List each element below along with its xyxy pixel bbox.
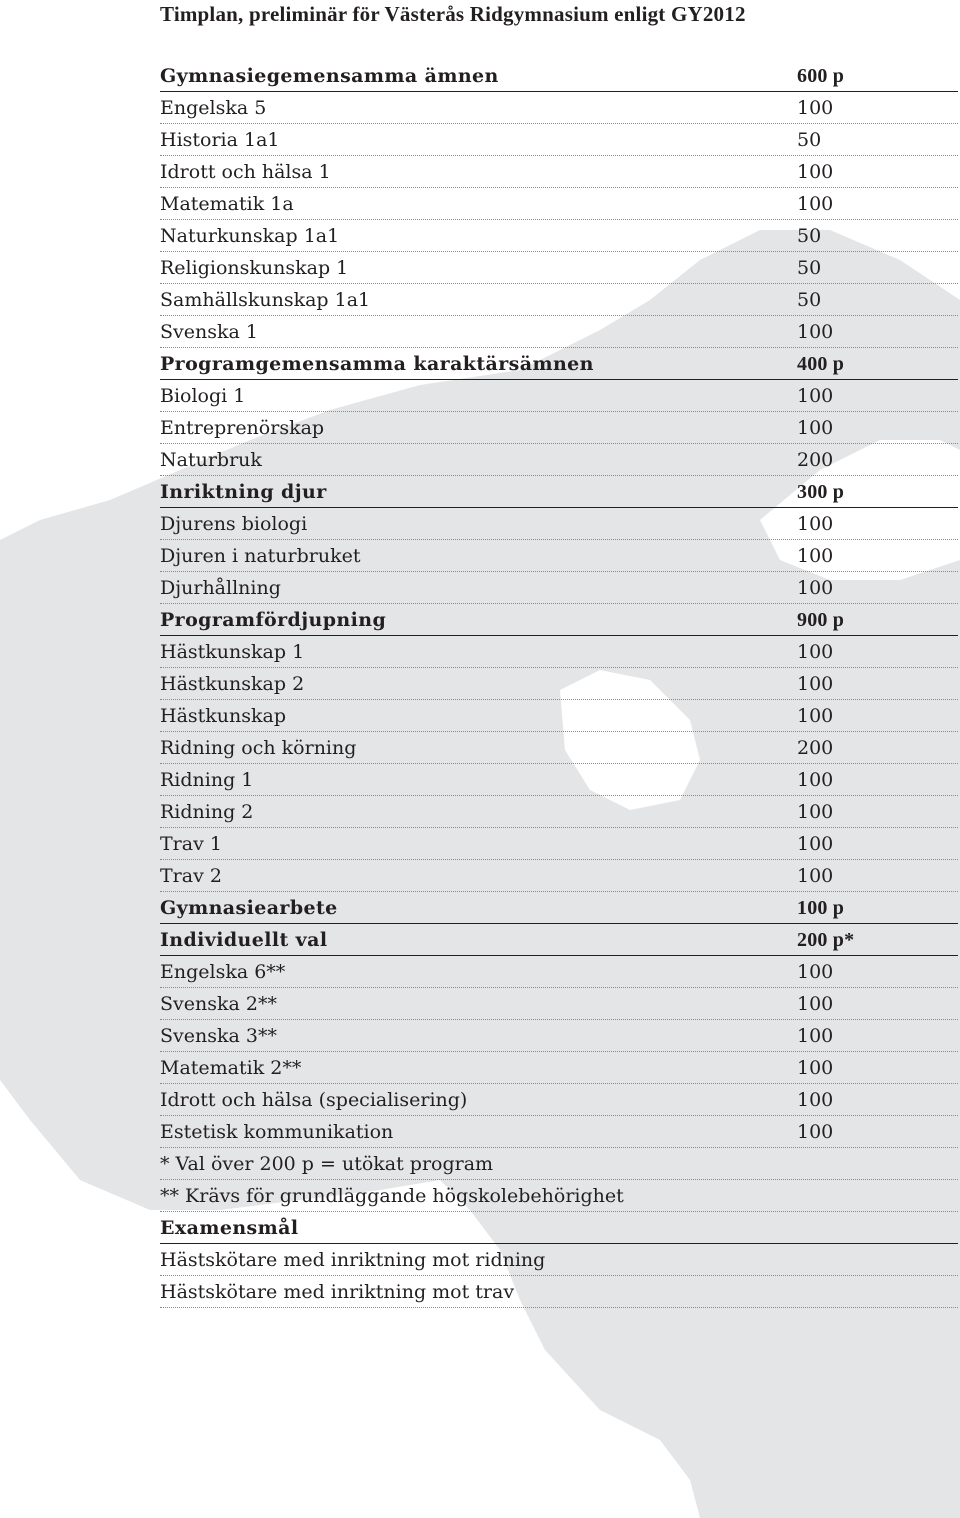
table-row [160, 636, 958, 668]
course-name: Djurens biologi [160, 513, 308, 535]
course-points: 100 [797, 97, 834, 119]
course-points: 100 [797, 1089, 834, 1111]
course-name: Hästkunskap 2 [160, 673, 305, 695]
table-row [160, 1244, 958, 1276]
course-name: Svenska 1 [160, 321, 258, 343]
table-row [160, 1180, 958, 1212]
course-points: 50 [797, 225, 822, 247]
section-header-row [160, 892, 958, 924]
course-name: Idrott och hälsa (specialisering) [160, 1089, 468, 1111]
course-points: 100 [797, 865, 834, 887]
table-row [160, 412, 958, 444]
section-points: 400 p [797, 353, 845, 375]
course-name: Ridning 1 [160, 769, 254, 791]
course-name: Engelska 5 [160, 97, 267, 119]
course-points: 100 [797, 161, 834, 183]
course-table [160, 60, 958, 1308]
table-row [160, 572, 958, 604]
section-title: Gymnasiearbete [160, 897, 338, 919]
course-name: Matematik 2** [160, 1057, 302, 1079]
course-points: 50 [797, 289, 822, 311]
course-points: 200 [797, 737, 834, 759]
section-points: 100 p [797, 897, 845, 919]
course-name: Estetisk kommunikation [160, 1121, 394, 1143]
table-row [160, 1276, 958, 1308]
course-points: 100 [797, 673, 834, 695]
course-points: 100 [797, 705, 834, 727]
course-name: Engelska 6** [160, 961, 286, 983]
course-name: Biologi 1 [160, 385, 246, 407]
course-points: 100 [797, 801, 834, 823]
course-name: Hästkunskap [160, 705, 287, 727]
course-name: Djurhållning [160, 577, 281, 599]
course-points: 100 [797, 641, 834, 663]
course-points: 50 [797, 129, 822, 151]
section-points: 600 p [797, 65, 845, 87]
course-name: Samhällskunskap 1a1 [160, 289, 371, 311]
table-row [160, 668, 958, 700]
table-row [160, 764, 958, 796]
course-points: 100 [797, 193, 834, 215]
table-row [160, 92, 958, 124]
page-title: Timplan, preliminär för Västerås Ridgymnasium enligt GY2012 [160, 2, 746, 26]
section-title: Individuellt val [160, 929, 328, 951]
table-row [160, 1116, 958, 1148]
section-title: Programfördjupning [160, 609, 387, 631]
table-row [160, 284, 958, 316]
table-row [160, 1148, 958, 1180]
section-title: Programgemensamma karaktärsämnen [160, 353, 594, 375]
table-row [160, 508, 958, 540]
course-points: 100 [797, 385, 834, 407]
course-name: Naturbruk [160, 449, 262, 471]
course-name: Naturkunskap 1a1 [160, 225, 340, 247]
table-row [160, 252, 958, 284]
course-points: 100 [797, 321, 834, 343]
course-points: 200 [797, 449, 834, 471]
table-row [160, 220, 958, 252]
course-name: * Val över 200 p = utökat program [160, 1153, 494, 1175]
table-row [160, 316, 958, 348]
table-row [160, 732, 958, 764]
course-name: Historia 1a1 [160, 129, 280, 151]
course-name: Hästkunskap 1 [160, 641, 305, 663]
section-title: Inriktning djur [160, 481, 327, 503]
table-row [160, 700, 958, 732]
section-header-row [160, 476, 958, 508]
course-name: Svenska 3** [160, 1025, 277, 1047]
section-header-row [160, 348, 958, 380]
course-points: 50 [797, 257, 822, 279]
course-points: 100 [797, 1121, 834, 1143]
course-name: Hästskötare med inriktning mot trav [160, 1281, 515, 1303]
table-row [160, 188, 958, 220]
table-row [160, 988, 958, 1020]
course-points: 100 [797, 417, 834, 439]
table-row [160, 796, 958, 828]
course-points: 100 [797, 961, 834, 983]
section-title: Gymnasiegemensamma ämnen [160, 65, 499, 87]
table-row [160, 1084, 958, 1116]
table-row [160, 156, 958, 188]
course-points: 100 [797, 769, 834, 791]
table-row [160, 444, 958, 476]
table-row [160, 828, 958, 860]
section-header-row [160, 604, 958, 636]
course-name: Ridning och körning [160, 737, 357, 759]
course-points: 100 [797, 993, 834, 1015]
table-row [160, 540, 958, 572]
course-name: Ridning 2 [160, 801, 254, 823]
course-name: ** Krävs för grundläggande högskolebehörighet [160, 1185, 624, 1207]
table-row [160, 1052, 958, 1084]
section-points: 900 p [797, 609, 845, 631]
table-row [160, 956, 958, 988]
table-row [160, 1020, 958, 1052]
table-row [160, 124, 958, 156]
course-name: Entreprenörskap [160, 417, 325, 439]
course-points: 100 [797, 833, 834, 855]
course-name: Idrott och hälsa 1 [160, 161, 331, 183]
section-header-row [160, 1212, 958, 1244]
table-row [160, 860, 958, 892]
course-points: 100 [797, 545, 834, 567]
course-points: 100 [797, 1057, 834, 1079]
section-title: Examensmål [160, 1217, 299, 1239]
course-name: Trav 2 [160, 865, 222, 887]
section-points: 300 p [797, 481, 845, 503]
section-header-row [160, 924, 958, 956]
table-row [160, 380, 958, 412]
course-points: 100 [797, 513, 834, 535]
course-name: Religionskunskap 1 [160, 257, 349, 279]
course-name: Matematik 1a [160, 193, 294, 215]
section-points: 200 p* [797, 929, 855, 951]
course-name: Trav 1 [160, 833, 222, 855]
course-points: 100 [797, 577, 834, 599]
course-name: Svenska 2** [160, 993, 277, 1015]
section-header-row [160, 60, 958, 92]
course-name: Hästskötare med inriktning mot ridning [160, 1249, 546, 1271]
course-name: Djuren i naturbruket [160, 545, 361, 567]
course-points: 100 [797, 1025, 834, 1047]
